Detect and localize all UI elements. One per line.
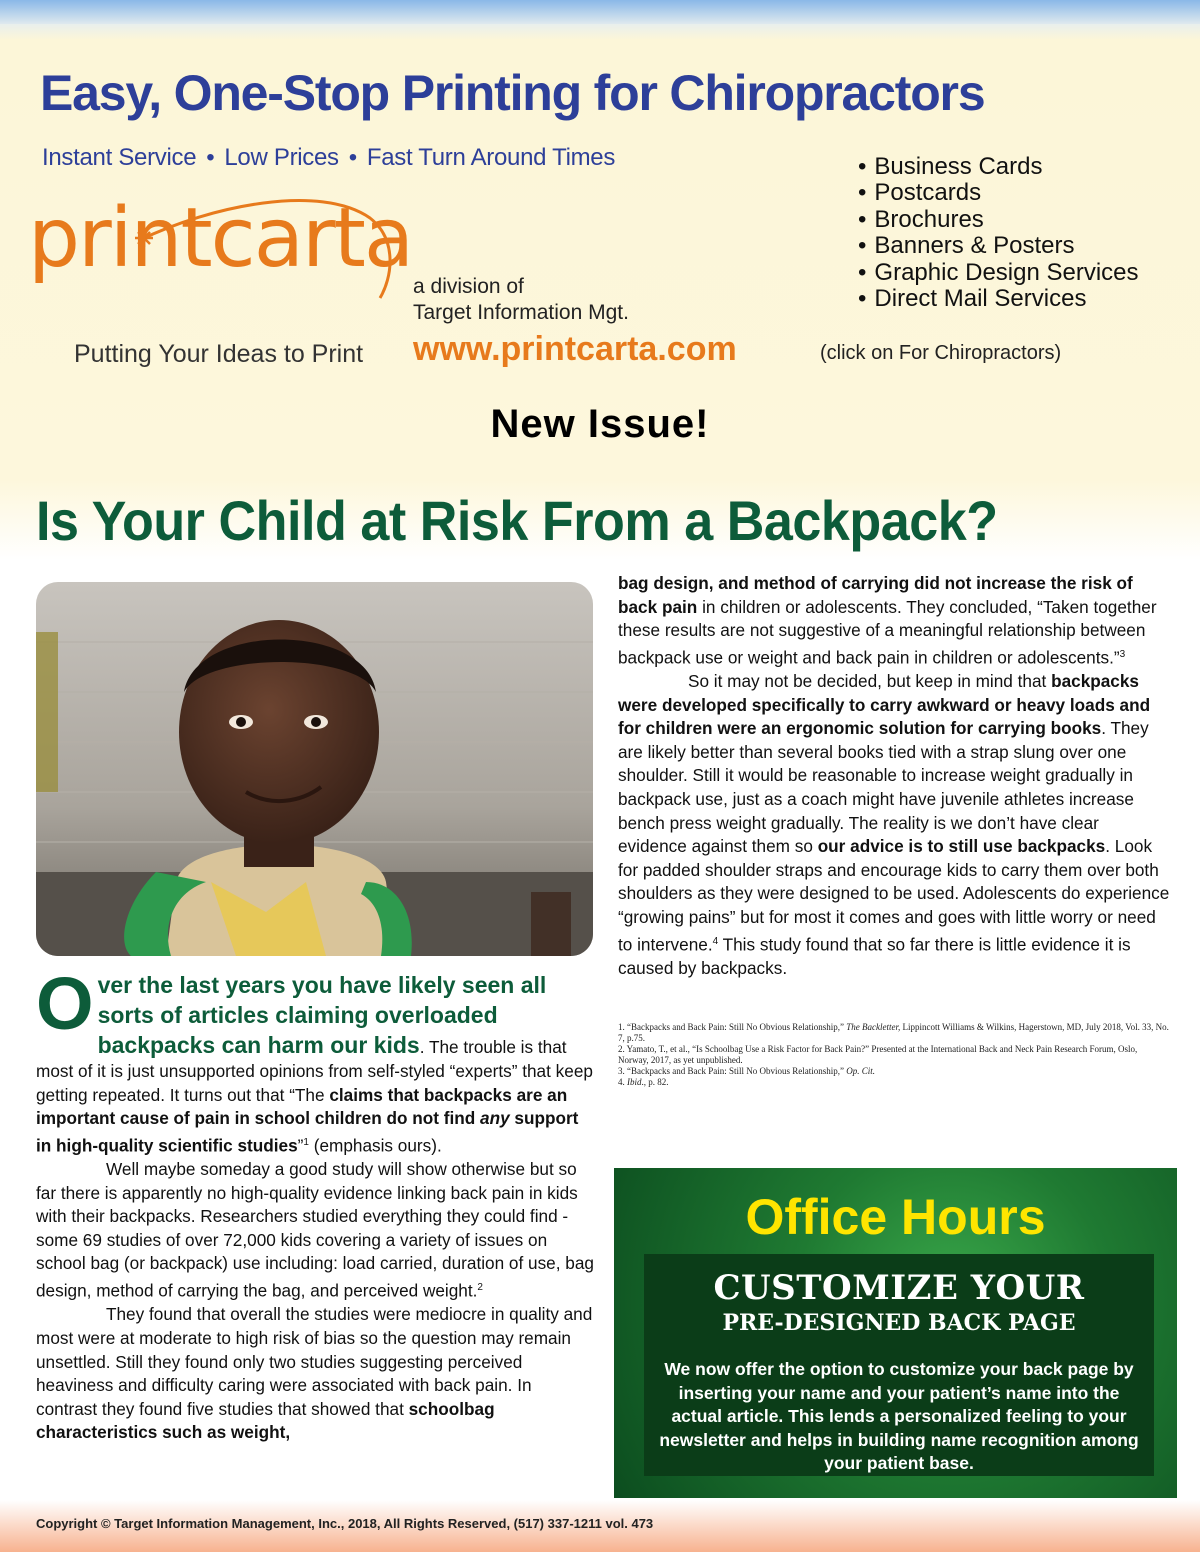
footnote-mark: 3 bbox=[1119, 648, 1126, 660]
reference-item bbox=[618, 1022, 1170, 1044]
reference-text: 3. “Backpacks and Back Pain: Still No Obvious Relationship,” bbox=[618, 1066, 847, 1076]
division-line: a division of bbox=[413, 275, 524, 298]
reference-item bbox=[618, 1077, 1170, 1088]
article-text: So it may not be decided, but keep in mind that bbox=[688, 671, 1052, 692]
customize-heading: CUSTOMIZE YOUR bbox=[713, 1268, 1085, 1308]
article-lead-column bbox=[36, 962, 596, 1445]
article-text: ” bbox=[297, 1135, 304, 1156]
website-link[interactable]: www.printcarta.com bbox=[413, 330, 737, 368]
article-emphasis: support in high-quality scientific studies bbox=[36, 1108, 579, 1156]
printcarta-logo: printcarta bbox=[28, 191, 413, 286]
customize-subheading: PRE-DESIGNED BACK PAGE bbox=[722, 1310, 1076, 1336]
reference-text: Op. Cit. bbox=[846, 1066, 875, 1076]
article-text: . They are likely better than several books tied with a strap slung over one shoulder. Still it would be reasonable to increase weight gradually in backpack use, just as a coach might have juvenile athletes increase bench press weight gradually. The reality is we don’t have clear evidence against them so bbox=[618, 718, 1149, 857]
reference-text: Ibid bbox=[627, 1077, 642, 1087]
service-item: • Business Cards bbox=[858, 154, 1139, 180]
new-issue-banner: New Issue! bbox=[490, 402, 710, 446]
division-line: Target Information Mgt. bbox=[413, 301, 629, 324]
office-hours-title: Office Hours bbox=[745, 1189, 1046, 1245]
customize-panel bbox=[644, 1254, 1154, 1476]
article-text: This study found that so far there is little evidence it is caused by backpacks. bbox=[618, 934, 1131, 978]
article-paragraph: Well maybe someday a good study will show otherwise but so far there is apparently no high-quality evidence linking back pain in kids with their backpacks. Researchers studied everything they could find - some 69 studies of over 72,000 kids covering a variety of issues on school bag (or backpack) use including: load carried, duration of use, bag design, method of carrying the bag, and perceived weight. bbox=[36, 1159, 594, 1301]
footnote-mark: 4 bbox=[712, 935, 719, 947]
reference-item bbox=[618, 1066, 1170, 1077]
article-emphasis: schoolbag characteristics such as weight, bbox=[36, 1398, 495, 1443]
reference-item: 2. Yamato, T., et al., “Is Schoolbag Use a Risk Factor for Back Pain?” Presented at the International Back and Neck Pain Research Forum, Oslo, Norway, 2017, as yet unpublished. bbox=[618, 1044, 1138, 1065]
logo-tagline: Putting Your Ideas to Print bbox=[74, 340, 364, 368]
reference-text: ., p. 82. bbox=[641, 1077, 669, 1087]
article-text: in children or adolescents. They concluded, “Taken together these results are not suggestive of a meaningful relationship between backpack use or weight and back pain in children or adolescents.” bbox=[618, 596, 1157, 668]
article-emphasis: claims that backpacks are an important cause of pain in school children do not find bbox=[36, 1084, 568, 1129]
copyright-footer: Copyright © Target Information Management, Inc., 2018, All Rights Reserved, (517) 337-1211 vol. 473 bbox=[36, 1516, 654, 1531]
article-text: . The trouble is that most of it is just unsupported opinions from self-styled “experts” that keep getting repeated. It turns out that “The bbox=[36, 1037, 593, 1105]
article-emphasis: bag design, and method of carrying did not increase the risk of back pain bbox=[618, 573, 1133, 617]
article-text: (emphasis ours). bbox=[308, 1135, 442, 1156]
customize-description: We now offer the option to customize your back page by inserting your name and your patient’s name into the actual article. This lends a personalized feeling to your newsletter and helps in building name recognition among your patient base. bbox=[659, 1359, 1139, 1474]
article-emphasis: backpacks were developed specifically to carry awkward or heavy loads and for children were an ergonomic solution for carrying books bbox=[618, 671, 1151, 739]
service-item: • Brochures bbox=[858, 207, 1139, 233]
reference-text: 4. bbox=[618, 1077, 627, 1087]
article-paragraph: They found that overall the studies were mediocre in quality and most were at moderate to high risk of bias so the question may remain unsettled. Still they found only two studies suggesting perceived heaviness and difficulty caring were associated with back pain. In contrast they found five studies that showed that bbox=[36, 1304, 593, 1419]
tagline-item: Instant Service bbox=[42, 144, 197, 171]
service-item: • Graphic Design Services bbox=[858, 260, 1139, 286]
references-list bbox=[618, 1022, 1170, 1088]
lead-sentence: ver the last years you have likely seen all sorts of articles claiming overloaded backpacks can harm our kids bbox=[97, 972, 547, 1058]
footnote-mark: 1 bbox=[303, 1136, 309, 1148]
ad-tagline: Instant Service • Low Prices • Fast Turn Around Times bbox=[42, 144, 616, 171]
tagline-item: Fast Turn Around Times bbox=[366, 144, 616, 171]
article-emphasis: any bbox=[480, 1108, 510, 1129]
child-photo bbox=[36, 582, 593, 956]
reference-text: 1. “Backpacks and Back Pain: Still No Obvious Relationship,” bbox=[618, 1022, 847, 1032]
reference-text: Lippincott Williams & Wilkins, Hagerstown, MD, July 2018, Vol. 33, No. 7, p.75. bbox=[618, 1022, 1169, 1043]
drop-cap: O bbox=[36, 962, 94, 1045]
ad-headline: Easy, One-Stop Printing for Chiropractors bbox=[40, 65, 985, 121]
reference-text: The Backletter, bbox=[846, 1022, 901, 1032]
article-emphasis: our advice is to still use backpacks bbox=[817, 836, 1106, 857]
article-right-column bbox=[618, 572, 1170, 981]
tagline-item: Low Prices bbox=[224, 144, 339, 171]
top-color-band bbox=[0, 0, 1200, 24]
service-item: • Postcards bbox=[858, 180, 1139, 206]
division-text bbox=[413, 274, 629, 326]
office-hours-box bbox=[614, 1168, 1177, 1498]
website-note: (click on For Chiropractors) bbox=[820, 342, 1062, 364]
service-item: • Direct Mail Services bbox=[858, 286, 1139, 312]
article-text: . Look for padded shoulder straps and encourage kids to carry them over both shoulders as they were designed to be used. Adolescents do experience “growing pains” but for most it comes and goes with little worry or need to intervene. bbox=[618, 836, 1170, 955]
services-list bbox=[858, 154, 1139, 312]
article-title: Is Your Child at Risk From a Backpack? bbox=[36, 489, 998, 552]
footnote-mark: 2 bbox=[477, 1282, 483, 1294]
service-item: • Banners & Posters bbox=[858, 233, 1139, 259]
